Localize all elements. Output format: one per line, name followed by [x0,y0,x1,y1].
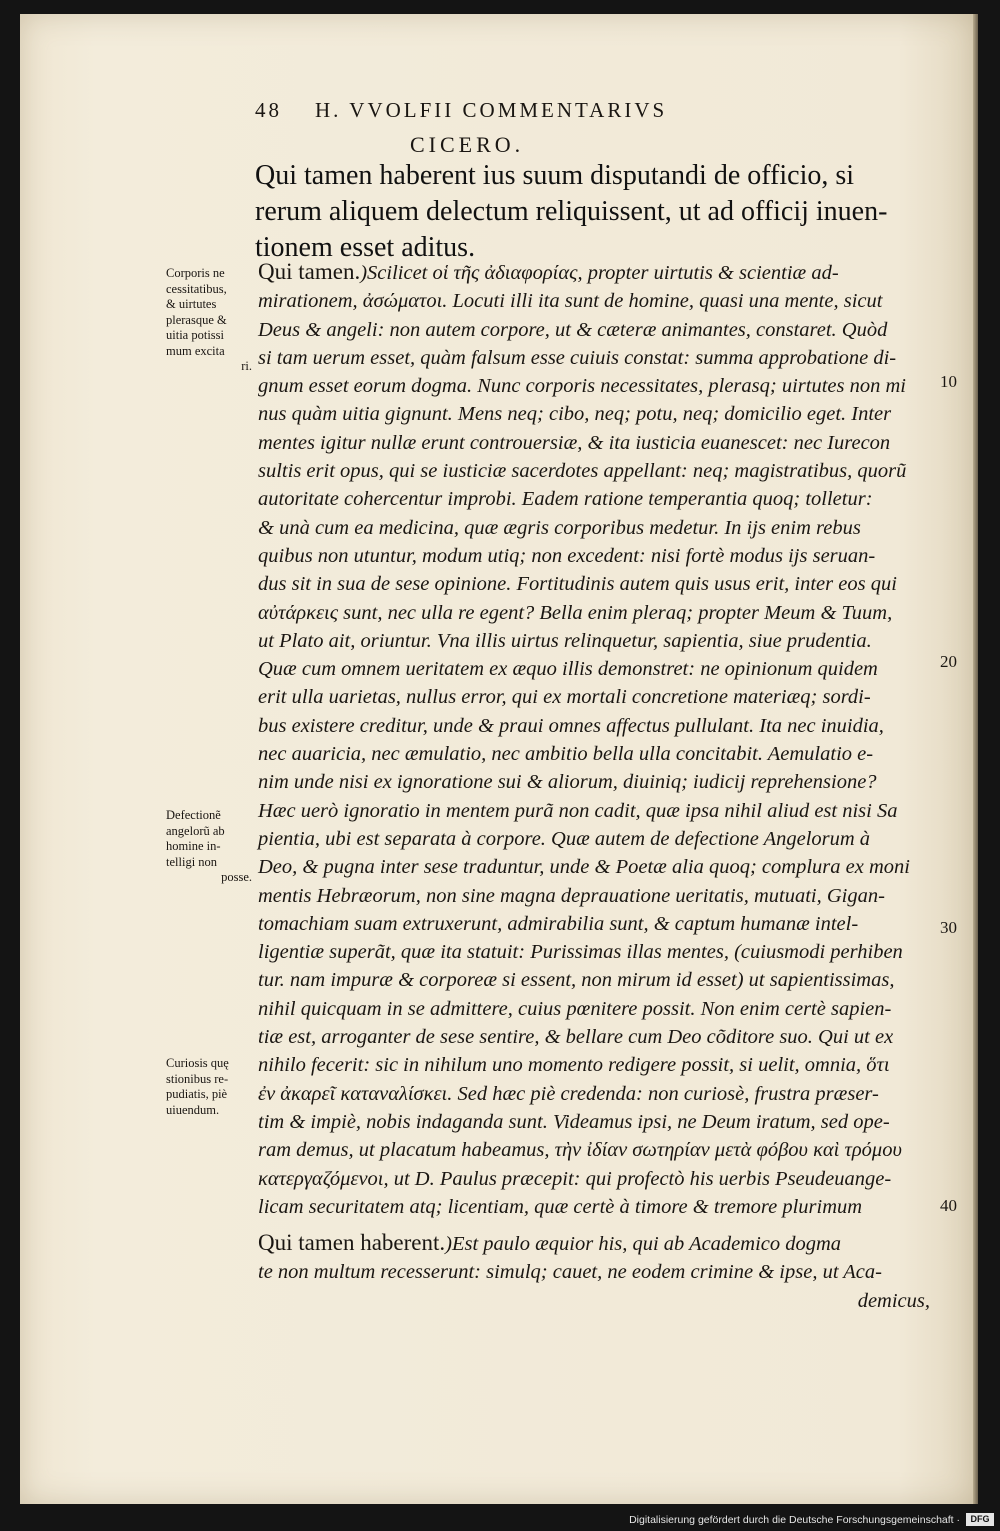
digitization-footer [0,1509,1000,1531]
commentary-body [258,258,938,1315]
commentary-line: nihilo fecerit: sic in nihilum uno momento redigere possit, si uelit, omnia, ὅτι [258,1054,890,1077]
commentary-line: αὐτάρκεις sunt, nec ulla re egent? Bella enim pleraq; propter Meum & Tuum, [258,601,893,624]
commentary-line: tomachiam suam extruxerunt, admirabilia sunt, & captum humanæ intel- [258,912,859,935]
lemma-quote [255,158,935,266]
commentary-line: tur. nam impuræ & corporeæ si essent, non mirum id esset) ut sapientissimas, [258,969,895,992]
commentary-line: sultis erit opus, qui se iusticiæ sacerdotes appellant: neq; magistratibus, quorũ [258,460,907,483]
commentary-line: nihil quicquam in se admittere, cuius pœnitere possit. Non enim certè sapien- [258,997,892,1020]
page-number: 48 [255,98,282,122]
running-head-title: H. VVOLFII COMMENTARIVS [315,98,668,122]
lemma-lead: Qui tamen haberent. [258,1230,446,1256]
margin-note-1: Corporis ne cessitatibus, & uirtutes plerasque & uitia potissi mum excita ri. [166,266,252,373]
commentary-line: nus quàm uitia gignunt. Mens neq; cibo, neq; potu, neq; domicilio eget. Inter [258,403,892,426]
line-number: 10 [940,372,957,391]
commentary-line: Deus & angeli: non autem corpore, ut & cæteræ animantes, constaret. Quòd [258,318,888,341]
margin-note-2: Defectionẽ angelorũ ab homine in- telligi non posse. [166,808,252,884]
commentary-line: si tam uerum esset, quàm falsum esse cuiuis constat: summa approbatione di- [258,346,897,369]
commentary-line: ram demus, ut placatum habeamus, τὴν ἰδίαν σωτηρίαν μετὰ φόβου καὶ τρόμου [258,1139,902,1162]
commentary-line: demicus, [857,1289,930,1312]
commentary-line: dus sit in sua de sese opinione. Fortitudinis autem quis usus erit, inter eos qui [258,573,897,596]
speaker-heading: CICERO. [410,132,525,157]
commentary-line: ut Plato ait, oriuntur. Vna illis uirtus relinquetur, sapientia, siue prudentia. [258,629,872,652]
dfg-logo-icon: DFG [966,1513,994,1526]
lemma-lead: Qui tamen. [258,259,361,284]
commentary-line: pientia, ubi est separata à corpore. Quæ autem de defectione Angelorum à [258,827,871,850]
commentary-line: & unà cum ea medicina, quæ ægris corporibus medetur. In ijs enim rebus [258,516,861,539]
commentary-line: erit ulla uarietas, nullus error, qui ex mortali concretione materiæq; sordi- [258,686,871,709]
commentary-line: nim unde nisi ex ignoratione sui & aliorum, diuiniq; iudicij reprehensione? [258,771,877,794]
line-number: 20 [940,652,957,671]
commentary-line: bus existere creditur, unde & praui omnes affectus pullulant. Ita nec inuidia, [258,714,884,737]
quote-line: Qui tamen haberent ius suum disputandi de officio, si [255,160,855,191]
commentary-line: autoritate cohercentur improbi. Eadem ratione temperantia quoq; tolletur: [258,488,873,511]
commentary-line: nec auaricia, nec æmulatio, nec ambitio bella ulla concitabit. Aemulatio e- [258,743,874,766]
commentary-line: ἐν ἀκαρεῖ καταναλίσκει. Sed hæc piè credenda: non curiosè, frustra præser- [258,1082,879,1105]
line-number: 40 [940,1196,957,1215]
commentary-line: Deo, & pugna inter sese traduntur, unde & Poetæ alia quoq; complura ex moni [258,856,910,879]
commentary-line: te non multum recesserunt: simulq; cauet, ne eodem crimine & ipse, ut Aca- [258,1261,882,1284]
quote-line: tionem esset aditus. [255,232,476,263]
commentary-line [258,1229,938,1258]
commentary-text: )Est paulo æquior his, qui ab Academico dogma [445,1233,842,1256]
commentary-line: κατεργαζόμενοι, ut D. Paulus præcepit: qui profectò his uerbis Pseudeuange- [258,1167,892,1190]
commentary-text: )Scilicet οἱ τῆς ἀδιαφορίας, propter uirtutis & scientiæ ad- [360,262,839,284]
commentary-line: tiæ est, arroganter de sese sentire, & bellare cum Deo cõditore suo. Qui ut ex [258,1026,894,1049]
page-edge [973,14,978,1504]
commentary-line: mentis Hebræorum, non sine magna deprauatione ueritatis, mutuati, Gigan- [258,884,885,907]
commentary-line: licam securitatem atq; licentiam, quæ certè à timore & tremore plurimum [258,1195,863,1218]
commentary-line: quibus non utuntur, modum utiq; non excedent: nisi fortè modus ijs seruan- [258,544,876,567]
margin-note-3: Curiosis quę stionibus re- pudiatis, piè uiuendum. [166,1056,229,1117]
commentary-line [258,258,938,287]
footer-credit: Digitalisierung gefördert durch die Deutsche Forschungsgemeinschaft · [629,1514,960,1526]
commentary-line: Quæ cum omnem ueritatem ex æquo illis demonstret: ne opinionum quidem [258,658,878,681]
commentary-line: Hæc uerò ignoratio in mentem purã non cadit, quæ ipsa nihil aliud est nisi Sa [258,799,898,822]
commentary-line: tim & impiè, nobis indaganda sunt. Videamus ipsi, ne Deum iratum, sed ope- [258,1110,890,1133]
commentary-line: ligentiæ superãt, quæ ita statuit: Purissimas illas mentes, (cuiusmodi perhiben [258,941,903,964]
commentary-line: gnum esset eorum dogma. Nunc corporis necessitates, plerasq; uirtutes non mi [258,375,906,398]
commentary-line: mirationem, ἀσώματοι. Locuti illi ita sunt de homine, quasi una mente, sicut [258,290,883,313]
quote-line: rerum aliquem delectum reliquissent, ut ad officij inuen- [255,196,888,227]
line-number: 30 [940,918,957,937]
commentary-line: mentes igitur nullæ erunt controuersiæ, & ita iusticia euanescet: nec Iurecon [258,431,891,454]
